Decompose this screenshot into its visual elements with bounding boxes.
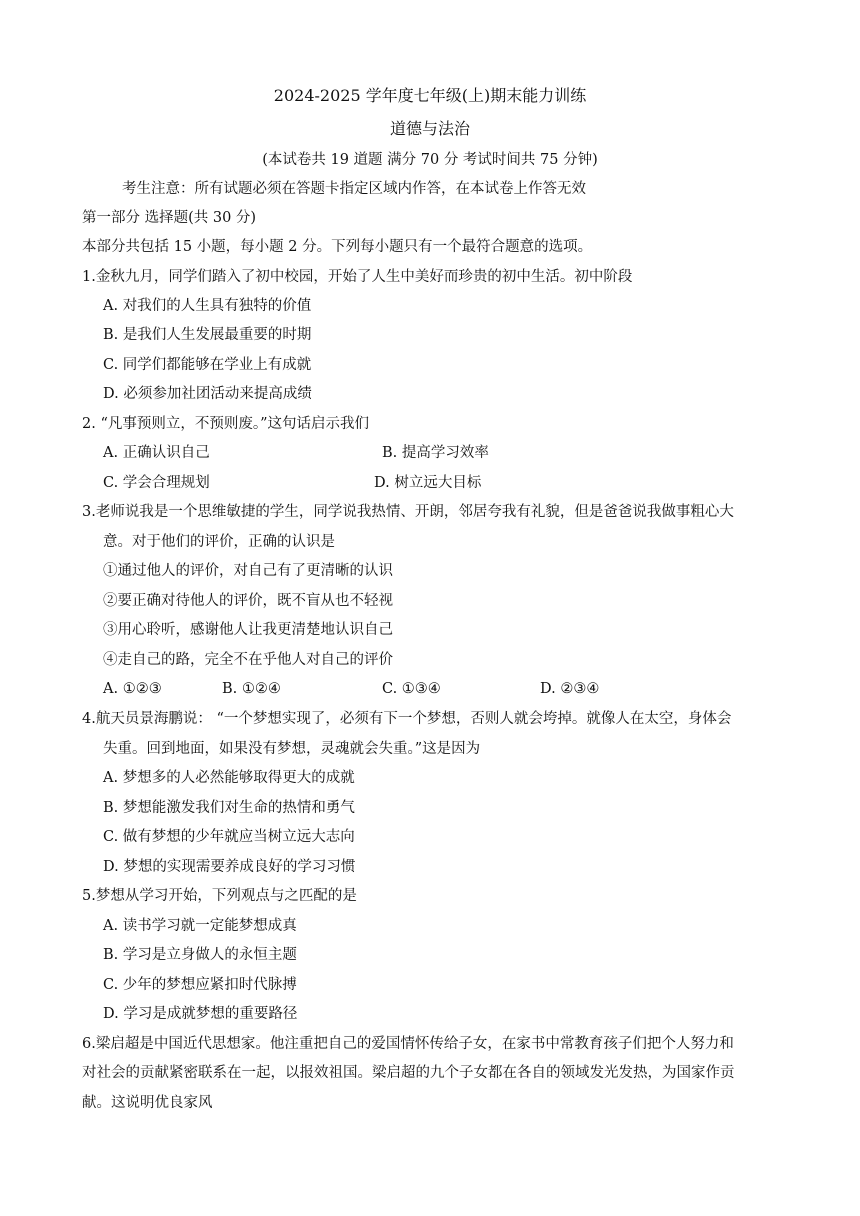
section-instruction: 本部分共包括 15 小题，每小题 2 分。下列每小题只有一个最符合题意的选项。 [82,239,593,255]
question-stem-continued: 对社会的贡献紧密联系在一起，以报效祖国。梁启超的九个子女都在各自的领域发光发热，为国家作贡 [82,1065,735,1081]
question-stem: 3.老师说我是一个思维敏捷的学生，同学说我热情、开朗，邻居夸我有礼貌，但是爸爸说我做事粗心大 [82,504,734,520]
section-title: 第一部分 选择题(共 30 分) [82,210,257,226]
option-a: A. ①②③ [103,681,162,697]
exam-title: 2024-2025 学年度七年级(上)期末能力训练 [273,86,587,105]
statement-2: ②要正确对待他人的评价，既不盲从也不轻视 [103,593,393,609]
question-stem: 5.梦想从学习开始，下列观点与之匹配的是 [82,888,357,904]
question-stem-continued: 失重。回到地面，如果没有梦想，灵魂就会失重。”这是因为 [103,741,481,757]
option-a: A. 梦想多的人必然能够取得更大的成就 [103,770,355,786]
option-b: B. 梦想能激发我们对生命的热情和勇气 [103,800,355,816]
option-b: B. ①②④ [222,681,281,697]
option-d: D. 必须参加社团活动来提高成绩 [103,386,312,402]
option-d: D. 梦想的实现需要养成良好的学习习惯 [103,859,356,875]
option-b: B. 是我们人生发展最重要的时期 [103,327,312,343]
option-b: B. 学习是立身做人的永恒主题 [103,947,297,963]
option-d: D. ②③④ [540,681,600,697]
question-stem: 6.梁启超是中国近代思想家。他注重把自己的爱国情怀传给子女，在家书中常教育孩子们把个人努力和 [82,1036,734,1052]
option-c: C. 同学们都能够在学业上有成就 [103,357,312,373]
question-stem: 4.航天员景海鹏说： “一个梦想实现了，必须有下一个梦想，否则人就会垮掉。就像人在太空，身体会 [82,711,732,727]
option-c: C. 少年的梦想应紧扣时代脉搏 [103,977,297,993]
option-d: D. 树立远大目标 [374,475,482,491]
subject-title: 道德与法治 [389,119,470,138]
option-b: B. 提高学习效率 [382,445,489,461]
question-stem: 2. “凡事预则立，不预则废。”这句话启示我们 [82,416,370,432]
statement-3: ③用心聆听，感谢他人让我更清楚地认识自己 [103,622,393,638]
question-stem-continued: 意。对于他们的评价，正确的认识是 [103,534,335,550]
statement-1: ①通过他人的评价，对自己有了更清晰的认识 [103,563,393,579]
option-c: C. 学会合理规划 [103,475,210,491]
candidate-notice: 考生注意：所有试题必须在答题卡指定区域内作答，在本试卷上作答无效 [122,181,586,197]
option-a: A. 正确认识自己 [103,445,210,461]
option-a: A. 读书学习就一定能梦想成真 [103,918,297,934]
exam-info: (本试卷共 19 道题 满分 70 分 考试时间共 75 分钟) [262,152,598,168]
question-stem-continued: 献。这说明优良家风 [82,1095,213,1111]
option-c: C. ①③④ [382,681,441,697]
option-d: D. 学习是成就梦想的重要路径 [103,1006,298,1022]
question-stem: 1.金秋九月，同学们踏入了初中校园，开始了人生中美好而珍贵的初中生活。初中阶段 [82,269,633,285]
option-a: A. 对我们的人生具有独特的价值 [103,298,312,314]
option-c: C. 做有梦想的少年就应当树立远大志向 [103,829,355,845]
statement-4: ④走自己的路，完全不在乎他人对自己的评价 [103,652,393,668]
